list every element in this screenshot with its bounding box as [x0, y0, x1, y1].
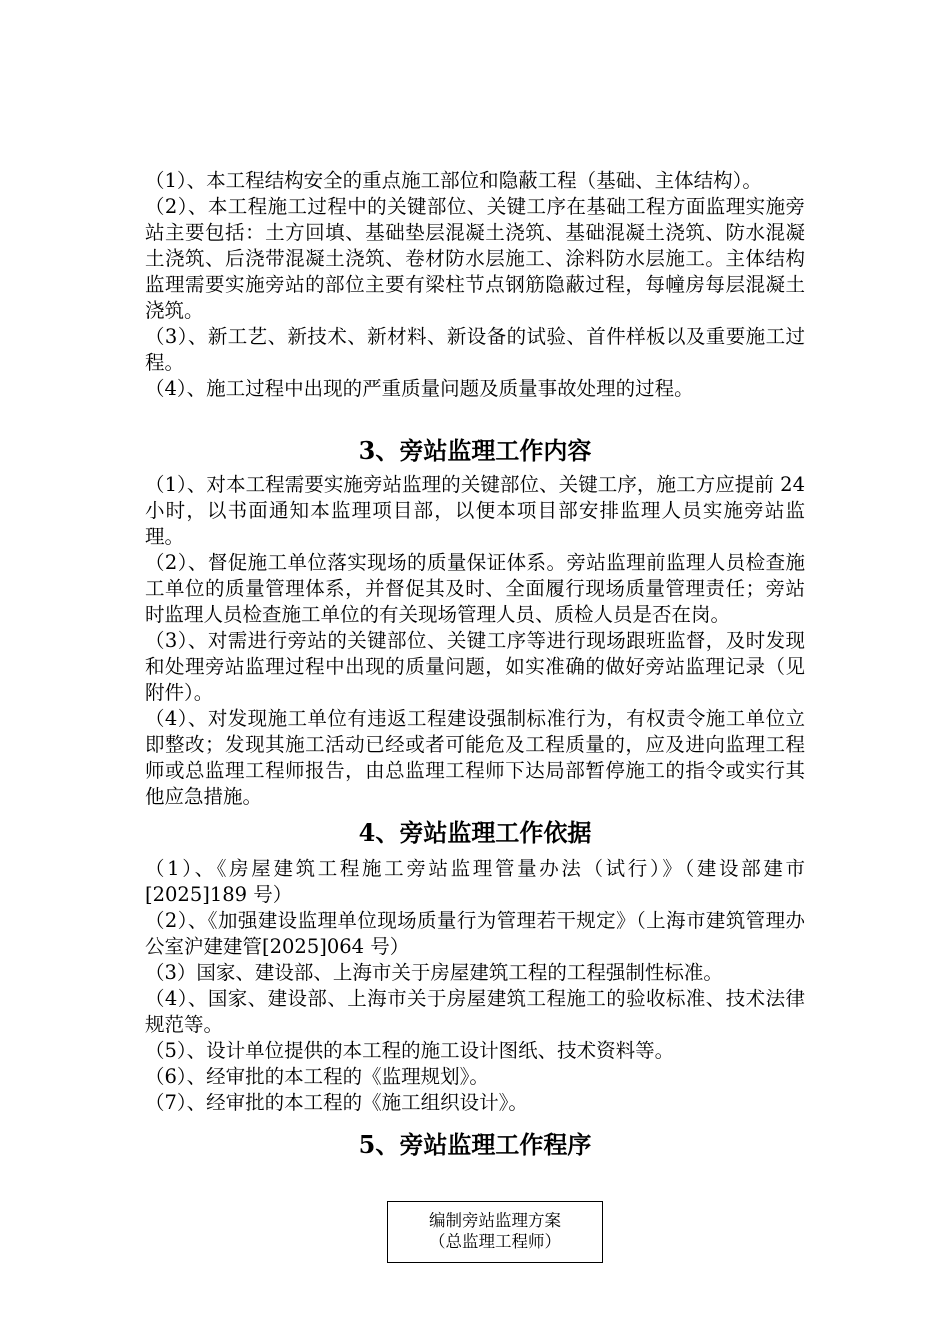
list-item: （3）、新工艺、新技术、新材料、新设备的试验、首件样板以及重要施工过程。 [145, 325, 805, 374]
list-item: （4）、国家、建设部、上海市关于房屋建筑工程施工的验收标准、技术法律规范等。 [145, 987, 805, 1036]
list-item: （2）、《加强建设监理单位现场质量行为管理若干规定》（上海市建筑管理办公室沪建建管[2025]064 号） [145, 909, 805, 958]
flowchart-box-title: 编制旁站监理方案 [429, 1211, 561, 1230]
list-item: （1）、《房屋建筑工程施工旁站监理管量办法（试行）》（建设部建市[2025]189 号） [145, 857, 805, 906]
list-item: （6）、经审批的本工程的《监理规划》。 [145, 1065, 489, 1088]
list-item: （5）、设计单位提供的本工程的施工设计图纸、技术资料等。 [145, 1039, 675, 1062]
section-heading-4: 4、旁站监理工作依据 [358, 818, 592, 847]
section-heading-3: 3、旁站监理工作内容 [358, 436, 592, 465]
document-page [145, 168, 805, 1160]
list-item: （4）、施工过程中出现的严重质量问题及质量事故处理的过程。 [145, 377, 694, 400]
list-item: （4）、对发现施工单位有违返工程建设强制标准行为，有权责令施工单位立即整改；发现其施工活动已经或者可能危及工程质量的，应及进向监理工程师或总监理工程师报告，由总监理工程师下达局部暂停施工的指令或实行其他应急措施。 [145, 707, 805, 808]
list-item: （1）、本工程结构安全的重点施工部位和隐蔽工程（基础、主体结构）。 [145, 169, 762, 192]
list-item: （7）、经审批的本工程的《施工组织设计》。 [145, 1091, 528, 1114]
list-item: （1）、对本工程需要实施旁站监理的关键部位、关键工序，施工方应提前 24 小时，以书面通知本监理项目部，以便本项目部安排监理人员实施旁站监理。 [145, 473, 805, 548]
flowchart-box [387, 1201, 603, 1263]
list-item: （2）、本工程施工过程中的关键部位、关键工序在基础工程方面监理实施旁站主要包括：土方回填、基础垫层混凝土浇筑、基础混凝土浇筑、防水混凝土浇筑、后浇带混凝土浇筑、卷材防水层施工、涂料防水层施工。主体结构监理需要实施旁站的部位主要有梁柱节点钢筋隐蔽过程，每幢房每层混凝土浇筑。 [145, 195, 805, 322]
list-item: （2）、督促施工单位落实现场的质量保证体系。旁站监理前监理人员检查施工单位的质量管理体系，并督促其及时、全面履行现场质量管理责任；旁站时监理人员检查施工单位的有关现场管理人员、质检人员是否在岗。 [145, 551, 805, 626]
list-item: （3）、对需进行旁站的关键部位、关键工序等进行现场跟班监督，及时发现和处理旁站监理过程中出现的质量问题，如实准确的做好旁站监理记录（见附件）。 [145, 629, 805, 704]
flowchart-box-role: （总监理工程师） [429, 1232, 561, 1251]
section-heading-5: 5、旁站监理工作程序 [358, 1130, 592, 1159]
list-item: （3）国家、建设部、上海市关于房屋建筑工程的工程强制性标准。 [145, 961, 723, 984]
